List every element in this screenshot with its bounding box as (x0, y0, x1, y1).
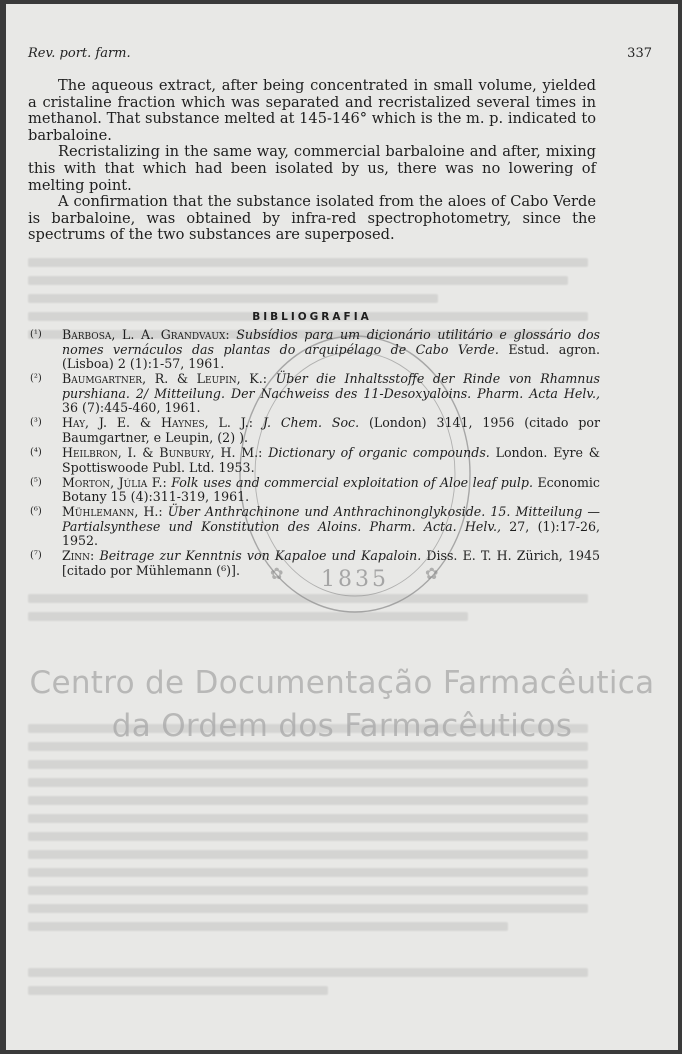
watermark-line-2: da Ordem dos Farmacêuticos (111, 708, 573, 744)
reference-item (30, 505, 600, 549)
paragraph-extract: The aqueous extract, after being concentrated in small volume, yielded a cristaline fraction which was separated and recristalized several times in methanol. That substance melted at 145-146° which is the m. p. indicated to barbaloine. (28, 77, 596, 144)
reference-number: (⁴) (30, 446, 42, 458)
journal-title: Rev. port. farm. (28, 46, 131, 61)
reference-details: 27, (1):17-26, 1952. (62, 518, 600, 549)
reference-title: Subsídios para um dicionário utilitário e glossário dos nomes vernáculos das plantas do arquipélago de Cabo Verde. (62, 327, 600, 357)
reference-title: Über die Inhaltsstoffe der Rinde von Rhamnus purshiana. 2/ Mitteilung. Der Nachweiss des 11-Desoxyaloins. Pharm. Acta Helv., (62, 371, 600, 401)
reference-number: (⁵) (30, 476, 42, 488)
body-text (28, 78, 596, 244)
stamp-ornament-right: ✿ (425, 564, 439, 583)
reference-item (30, 372, 600, 416)
reference-number: (³) (30, 417, 42, 429)
reference-item (30, 328, 600, 372)
reference-details: Economic Botany 15 (4):311-319, 1961. (62, 474, 600, 505)
stamp-ornament-left: ✿ (270, 564, 284, 583)
reference-title: Über Anthrachinone und Anthrachinonglykoside. 15. Mitteilung — Partialsynthese und Konstitution des Aloins. Pharm. Acta. Helv., (62, 504, 600, 534)
scanned-page (6, 4, 678, 1050)
reference-details: 36 (7):445-460, 1961. (62, 400, 201, 416)
reference-author: Mühlemann, H.: (62, 504, 163, 520)
reference-title: Folk uses and commercial exploitation of Aloe leaf pulp. (171, 474, 533, 490)
reference-author: Morton, Júlia F.: (62, 474, 167, 490)
reference-author: Barbosa, L. A. Grandvaux: (62, 327, 230, 342)
reference-author: Heilbron, I. & Bunbury, H. M.: (62, 444, 263, 460)
reference-item (30, 549, 600, 578)
reference-author: Baumgartner, R. & Leupin, K.: (62, 371, 267, 387)
reference-item (30, 446, 600, 475)
reference-number: (⁷) (30, 550, 42, 562)
reference-item (30, 476, 600, 505)
page-number: 337 (627, 46, 652, 61)
paragraph-confirmation: A confirmation that the substance isolated from the aloes of Cabo Verde is barbaloine, was obtained by infra-red spectrophotometry, since the spectrums of the two substances are superposed. (28, 193, 596, 244)
reference-list (30, 328, 600, 579)
reference-title: J. Chem. Soc. (262, 415, 360, 431)
reference-details: (London) 3141, 1956 (citado por Baumgartner, e Leupin, (2) ). (62, 415, 600, 445)
reference-details: Diss. E. T. H. Zürich, 1945 [citado por Mühlemann (⁶)]. (62, 548, 600, 578)
reference-number: (²) (30, 373, 42, 385)
reference-details: London. Eyre & Spottiswoode Publ. Ltd. 1953. (62, 444, 601, 475)
reference-author: Zinn: (62, 548, 95, 564)
stamp-year: 1835 (321, 567, 389, 592)
reference-title: Dictionary of organic compounds. (268, 444, 490, 460)
paragraph-recristalizing: Recristalizing in the same way, commercial barbaloine and after, mixing this with that which had been isolated by us, there was no lowering of melting point. (28, 143, 596, 194)
reference-author: Hay, J. E. & Haynes, L. J.: (62, 415, 254, 431)
bibliography-heading: BIBLIOGRAFIA (252, 311, 372, 323)
reference-details: Estud. agron. (Lisboa) 2 (1):1-57, 1961. (62, 341, 600, 372)
reference-number: (⁶) (30, 506, 42, 518)
reference-item (30, 416, 600, 445)
reference-number: (¹) (30, 329, 42, 340)
running-header (28, 46, 652, 64)
watermark-line-1: Centro de Documentação Farmacêutica (29, 665, 655, 701)
reference-title: Beitrage zur Kenntnis von Kapaloe und Kapaloin. (99, 548, 422, 564)
